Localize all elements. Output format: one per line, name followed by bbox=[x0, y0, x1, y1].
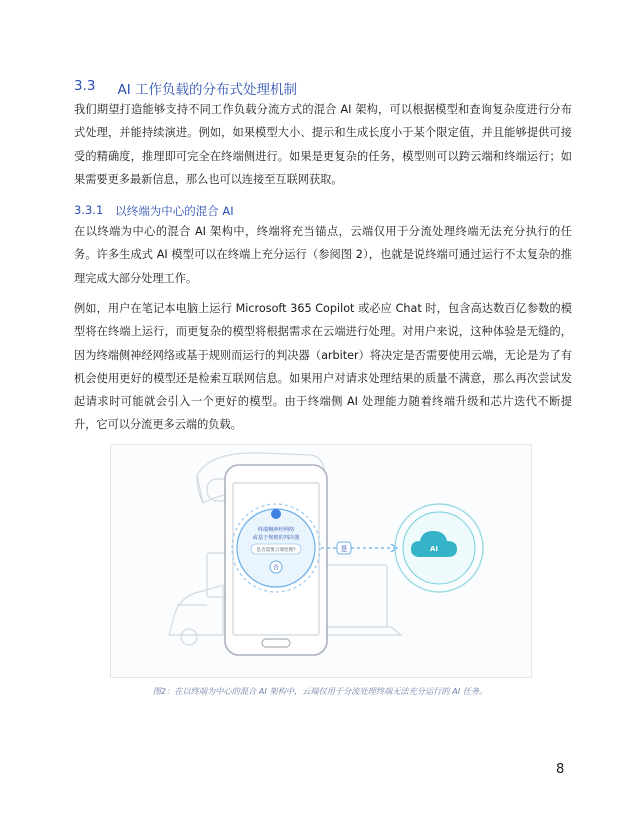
section-title: AI 工作负载的分布式处理机制 bbox=[117, 82, 297, 98]
bubble-answer: 否 bbox=[272, 564, 280, 572]
arrow-label: 是 bbox=[340, 545, 348, 553]
subsection-paragraph-1: 在以终端为中心的混合 AI 架构中，终端将充当锚点，云端仅用于分流处理终端无法充分执行的任务。许多生成式 AI 模型可以在终端上充分运行（参阅图 2），也就是说终端可通过运行不太复杂的推理完成大部分处理工作。 bbox=[74, 225, 572, 285]
section-heading bbox=[74, 78, 297, 98]
figure-illustration bbox=[111, 445, 531, 677]
subsection-title: 以终端为中心的混合 AI bbox=[115, 204, 234, 218]
ai-chip-icon bbox=[271, 509, 281, 519]
cloud-node bbox=[395, 504, 483, 592]
figure-2 bbox=[110, 444, 532, 678]
bubble-question: 是否需要云端处理? bbox=[256, 548, 296, 553]
cloud-label: AI bbox=[429, 545, 439, 553]
section-number: 3.3 bbox=[74, 78, 96, 94]
page-number: 8 bbox=[556, 762, 565, 777]
bubble-line-2: 或基于规则的判决器 bbox=[252, 535, 300, 541]
figure-caption: 图2：在以终端为中心的混合 AI 架构中，云端仅用于分流处理终端无法充分运行的 AI 任务。 bbox=[152, 686, 488, 696]
subsection-paragraph-2: 例如，用户在笔记本电脑上运行 Microsoft 365 Copilot 或必应 Chat 时，包含高达数百亿参数的模型将在终端上运行，而更复杂的模型将根据需求在云端进行处理。对用户来说，这种体验是无缝的，因为终端侧神经网络或基于规则而运行的判决器（arbiter）将决定是否需要使用云端，无论是为了有机会使用更好的模型还是检索互联网信息。如果用户对请求处理结果的质量不满意，那么再次尝试发起请求时可能就会引入一个更好的模型。由于终端侧 AI 处理能力随着终端升级和芯片迭代不断提升，它可以分流更多云端的负载。 bbox=[74, 302, 572, 432]
subsection-number: 3.3.1 bbox=[74, 203, 104, 217]
subsection-heading bbox=[74, 203, 234, 219]
section-paragraph: 我们期望打造能够支持不同工作负载分流方式的混合 AI 架构，可以根据模型和查询复杂度进行分布式处理，并能持续演进。例如，如果模型大小、提示和生成长度小于某个限定值，并且能够提供可接受的精确度，推理即可完全在终端侧进行。如果是更复杂的任务，模型则可以跨云端和终端运行；如果需要更多最新信息，那么也可以连接至互联网获取。 bbox=[74, 103, 572, 186]
bubble-line-1: 终端侧神经网络 bbox=[257, 527, 295, 533]
car-sketch-icon bbox=[169, 585, 223, 645]
connector-arrow bbox=[321, 542, 397, 554]
